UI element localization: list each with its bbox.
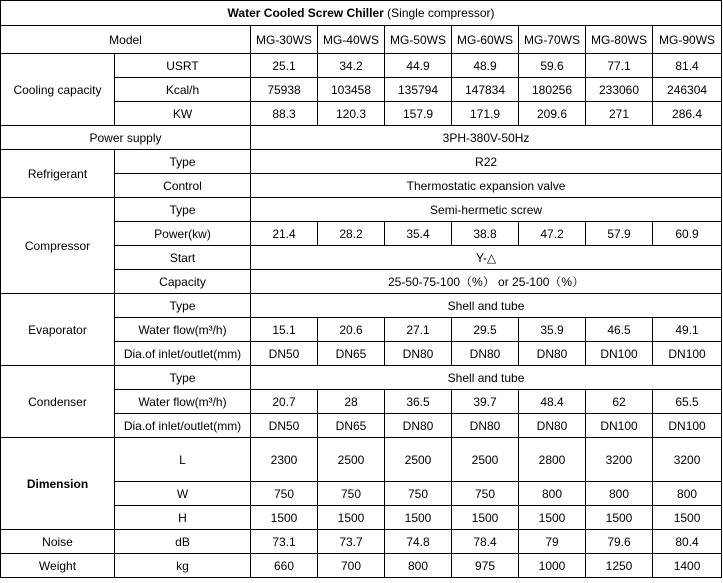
value-cell: 27.1 xyxy=(385,318,452,342)
value-cell: 80.4 xyxy=(653,530,722,554)
row-label: Capacity xyxy=(115,270,251,294)
row-label: kg xyxy=(115,554,251,578)
value-cell: 73.1 xyxy=(251,530,318,554)
value-cell: 800 xyxy=(653,482,722,506)
model-cell: MG-80WS xyxy=(586,26,653,54)
value-cell: 20.7 xyxy=(251,390,318,414)
value-cell: 36.5 xyxy=(385,390,452,414)
value-cell: 750 xyxy=(385,482,452,506)
row-label: Dia.of inlet/outlet(mm) xyxy=(115,414,251,438)
value-cell: DN80 xyxy=(519,414,586,438)
value-cell: 2300 xyxy=(251,438,318,482)
row-label: KW xyxy=(115,102,251,126)
title-bold: Water Cooled Screw Chiller xyxy=(227,6,384,20)
row-label: Control xyxy=(115,174,251,198)
value-cell: 1500 xyxy=(452,506,519,530)
model-cell: MG-90WS xyxy=(653,26,722,54)
value-cell: 800 xyxy=(385,554,452,578)
model-label: Model xyxy=(1,26,251,54)
value-cell: 44.9 xyxy=(385,54,452,78)
title-normal: (Single compressor) xyxy=(383,6,495,20)
value-cell: 1500 xyxy=(653,506,722,530)
refrigerant-control-value: Thermostatic expansion valve xyxy=(251,174,722,198)
model-cell: MG-50WS xyxy=(385,26,452,54)
value-cell: 28 xyxy=(318,390,385,414)
row-label: USRT xyxy=(115,54,251,78)
value-cell: 700 xyxy=(318,554,385,578)
value-cell: 79.6 xyxy=(586,530,653,554)
value-cell: DN80 xyxy=(385,342,452,366)
value-cell: 2500 xyxy=(452,438,519,482)
value-cell: 750 xyxy=(452,482,519,506)
evaporator-type-value: Shell and tube xyxy=(251,294,722,318)
value-cell: 1500 xyxy=(385,506,452,530)
value-cell: 2500 xyxy=(385,438,452,482)
value-cell: 1500 xyxy=(586,506,653,530)
model-cell: MG-70WS xyxy=(519,26,586,54)
compressor-start-value: Y-△ xyxy=(251,246,722,270)
value-cell: 246304 xyxy=(653,78,722,102)
value-cell: 800 xyxy=(519,482,586,506)
row-label: Kcal/h xyxy=(115,78,251,102)
row-label: Water flow(m³/h) xyxy=(115,390,251,414)
evaporator-group-label: Evaporator xyxy=(1,294,115,366)
value-cell: 60.9 xyxy=(653,222,722,246)
compressor-type-value: Semi-hermetic screw xyxy=(251,198,722,222)
value-cell: 79 xyxy=(519,530,586,554)
model-cell: MG-60WS xyxy=(452,26,519,54)
compressor-group-label: Compressor xyxy=(1,198,115,294)
value-cell: 135794 xyxy=(385,78,452,102)
weight-row xyxy=(1,554,722,578)
value-cell: DN100 xyxy=(586,414,653,438)
condenser-row xyxy=(1,366,722,390)
value-cell: 74.8 xyxy=(385,530,452,554)
value-cell: 59.6 xyxy=(519,54,586,78)
value-cell: DN50 xyxy=(251,342,318,366)
value-cell: 20.6 xyxy=(318,318,385,342)
refrigerant-row xyxy=(1,150,722,174)
row-label: Type xyxy=(115,294,251,318)
value-cell: 2800 xyxy=(519,438,586,482)
row-label: L xyxy=(115,438,251,482)
row-label: Start xyxy=(115,246,251,270)
value-cell: 750 xyxy=(251,482,318,506)
row-label: dB xyxy=(115,530,251,554)
value-cell: 1400 xyxy=(653,554,722,578)
value-cell: 271 xyxy=(586,102,653,126)
value-cell: 233060 xyxy=(586,78,653,102)
value-cell: 800 xyxy=(586,482,653,506)
value-cell: 57.9 xyxy=(586,222,653,246)
row-label: H xyxy=(115,506,251,530)
value-cell: 180256 xyxy=(519,78,586,102)
power-supply-row xyxy=(1,126,722,150)
value-cell: 75938 xyxy=(251,78,318,102)
refrigerant-type-value: R22 xyxy=(251,150,722,174)
value-cell: DN65 xyxy=(318,342,385,366)
evaporator-row xyxy=(1,294,722,318)
compressor-row xyxy=(1,198,722,222)
power-supply-label: Power supply xyxy=(1,126,251,150)
value-cell: 46.5 xyxy=(586,318,653,342)
noise-row xyxy=(1,530,722,554)
value-cell: 35.4 xyxy=(385,222,452,246)
value-cell: 34.2 xyxy=(318,54,385,78)
value-cell: 120.3 xyxy=(318,102,385,126)
value-cell: 88.3 xyxy=(251,102,318,126)
cooling-row xyxy=(1,54,722,78)
value-cell: DN100 xyxy=(586,342,653,366)
weight-group-label: Weight xyxy=(1,554,115,578)
value-cell: DN80 xyxy=(452,342,519,366)
value-cell: 21.4 xyxy=(251,222,318,246)
row-label: Type xyxy=(115,198,251,222)
value-cell: 48.4 xyxy=(519,390,586,414)
value-cell: 25.1 xyxy=(251,54,318,78)
value-cell: 1500 xyxy=(519,506,586,530)
value-cell: 3200 xyxy=(586,438,653,482)
value-cell: 39.7 xyxy=(452,390,519,414)
condenser-type-value: Shell and tube xyxy=(251,366,722,390)
value-cell: DN80 xyxy=(452,414,519,438)
value-cell: 750 xyxy=(318,482,385,506)
value-cell: 35.9 xyxy=(519,318,586,342)
value-cell: DN65 xyxy=(318,414,385,438)
row-label: Type xyxy=(115,150,251,174)
value-cell: 49.1 xyxy=(653,318,722,342)
value-cell: 15.1 xyxy=(251,318,318,342)
value-cell: 1000 xyxy=(519,554,586,578)
row-label: Dia.of inlet/outlet(mm) xyxy=(115,342,251,366)
row-label: Water flow(m³/h) xyxy=(115,318,251,342)
value-cell: 77.1 xyxy=(586,54,653,78)
row-label: W xyxy=(115,482,251,506)
value-cell: 78.4 xyxy=(452,530,519,554)
compressor-capacity-value: 25-50-75-100（%） or 25-100（%） xyxy=(251,270,722,294)
value-cell: 38.8 xyxy=(452,222,519,246)
value-cell: 65.5 xyxy=(653,390,722,414)
value-cell: 1500 xyxy=(251,506,318,530)
value-cell: 1500 xyxy=(318,506,385,530)
value-cell: 157.9 xyxy=(385,102,452,126)
model-row xyxy=(1,26,722,54)
value-cell: DN80 xyxy=(519,342,586,366)
value-cell: 1250 xyxy=(586,554,653,578)
value-cell: 47.2 xyxy=(519,222,586,246)
table-title xyxy=(1,1,722,26)
value-cell: 286.4 xyxy=(653,102,722,126)
cooling-group-label: Cooling capacity xyxy=(1,54,115,126)
value-cell: DN50 xyxy=(251,414,318,438)
value-cell: 975 xyxy=(452,554,519,578)
value-cell: 171.9 xyxy=(452,102,519,126)
value-cell: 62 xyxy=(586,390,653,414)
refrigerant-group-label: Refrigerant xyxy=(1,150,115,198)
dimension-row xyxy=(1,438,722,482)
value-cell: 103458 xyxy=(318,78,385,102)
value-cell: 209.6 xyxy=(519,102,586,126)
value-cell: DN100 xyxy=(653,342,722,366)
value-cell: 3200 xyxy=(653,438,722,482)
condenser-group-label: Condenser xyxy=(1,366,115,438)
value-cell: 2500 xyxy=(318,438,385,482)
value-cell: 29.5 xyxy=(452,318,519,342)
row-label: Type xyxy=(115,366,251,390)
value-cell: 147834 xyxy=(452,78,519,102)
row-label: Power(kw) xyxy=(115,222,251,246)
value-cell: 73.7 xyxy=(318,530,385,554)
value-cell: DN80 xyxy=(385,414,452,438)
title-row xyxy=(1,1,722,26)
value-cell: 660 xyxy=(251,554,318,578)
value-cell: 48.9 xyxy=(452,54,519,78)
model-cell: MG-30WS xyxy=(251,26,318,54)
model-cell: MG-40WS xyxy=(318,26,385,54)
dimension-group-label: Dimension xyxy=(1,438,115,530)
noise-group-label: Noise xyxy=(1,530,115,554)
value-cell: 28.2 xyxy=(318,222,385,246)
value-cell: 81.4 xyxy=(653,54,722,78)
value-cell: DN100 xyxy=(653,414,722,438)
power-supply-value: 3PH-380V-50Hz xyxy=(251,126,722,150)
